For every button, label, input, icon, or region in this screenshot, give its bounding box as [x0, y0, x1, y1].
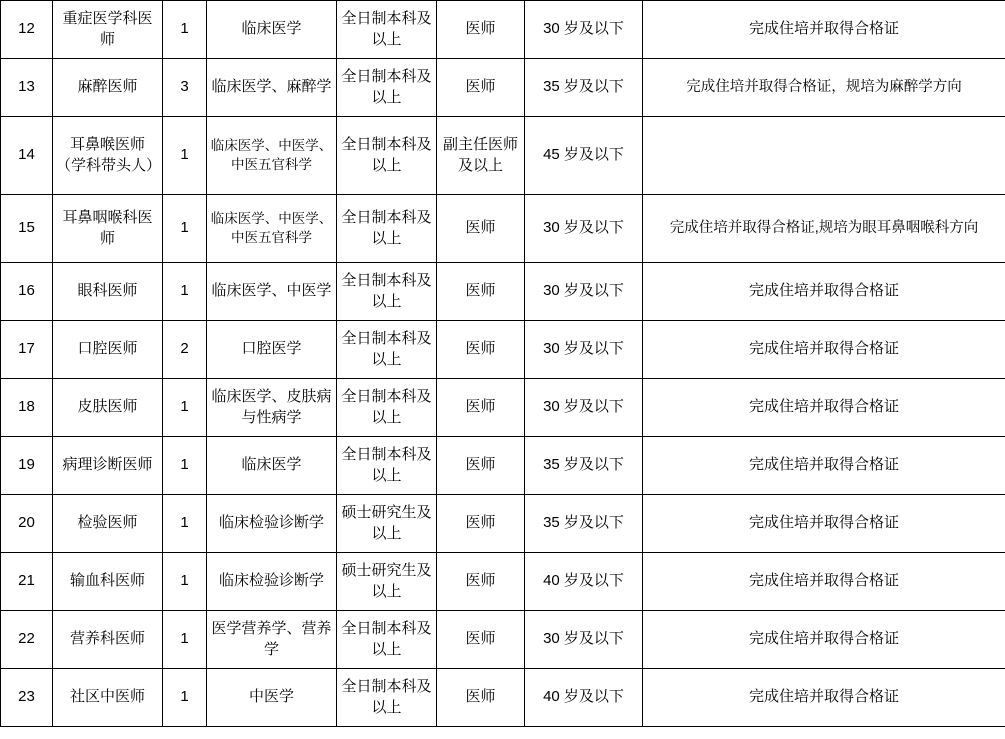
cell-post-name: 输血科医师 — [53, 553, 163, 611]
cell-title-requirement: 医师 — [437, 611, 525, 669]
cell-age-requirement: 40 岁及以下 — [525, 553, 643, 611]
cell-headcount: 2 — [163, 321, 207, 379]
cell-index: 15 — [1, 195, 53, 263]
cell-post-name: 病理诊断医师 — [53, 437, 163, 495]
cell-post-name: 社区中医师 — [53, 669, 163, 727]
cell-headcount: 1 — [163, 495, 207, 553]
cell-title-requirement: 医师 — [437, 669, 525, 727]
table-row — [1, 611, 1005, 669]
cell-major-requirement: 临床检验诊断学 — [207, 495, 337, 553]
cell-other-requirement: 完成住培并取得合格证 — [643, 263, 1005, 321]
cell-index: 20 — [1, 495, 53, 553]
cell-education-requirement: 全日制本科及以上 — [337, 611, 437, 669]
cell-age-requirement: 30 岁及以下 — [525, 321, 643, 379]
cell-education-requirement: 全日制本科及以上 — [337, 59, 437, 117]
cell-headcount: 1 — [163, 1, 207, 59]
cell-major-requirement: 临床医学、中医学、中医五官科学 — [207, 117, 337, 195]
table-row — [1, 1, 1005, 59]
cell-major-requirement: 医学营养学、营养学 — [207, 611, 337, 669]
cell-post-name: 检验医师 — [53, 495, 163, 553]
cell-major-requirement: 临床医学 — [207, 437, 337, 495]
cell-post-name: 耳鼻喉医师（学科带头人） — [53, 117, 163, 195]
cell-index: 17 — [1, 321, 53, 379]
cell-headcount: 1 — [163, 669, 207, 727]
cell-post-name: 眼科医师 — [53, 263, 163, 321]
cell-title-requirement: 医师 — [437, 195, 525, 263]
cell-title-requirement: 医师 — [437, 263, 525, 321]
cell-other-requirement: 完成住培并取得合格证 — [643, 495, 1005, 553]
table-row — [1, 117, 1005, 195]
cell-major-requirement: 临床检验诊断学 — [207, 553, 337, 611]
cell-title-requirement: 医师 — [437, 437, 525, 495]
cell-age-requirement: 35 岁及以下 — [525, 495, 643, 553]
cell-headcount: 1 — [163, 195, 207, 263]
cell-age-requirement: 45 岁及以下 — [525, 117, 643, 195]
cell-title-requirement: 医师 — [437, 59, 525, 117]
cell-education-requirement: 全日制本科及以上 — [337, 1, 437, 59]
cell-other-requirement: 完成住培并取得合格证 — [643, 611, 1005, 669]
cell-age-requirement: 30 岁及以下 — [525, 611, 643, 669]
cell-post-name: 皮肤医师 — [53, 379, 163, 437]
cell-major-requirement: 临床医学 — [207, 1, 337, 59]
cell-index: 22 — [1, 611, 53, 669]
cell-other-requirement: 完成住培并取得合格证 — [643, 321, 1005, 379]
cell-major-requirement: 临床医学、麻醉学 — [207, 59, 337, 117]
cell-education-requirement: 全日制本科及以上 — [337, 263, 437, 321]
table-row — [1, 321, 1005, 379]
cell-major-requirement: 临床医学、皮肤病与性病学 — [207, 379, 337, 437]
cell-index: 23 — [1, 669, 53, 727]
cell-age-requirement: 30 岁及以下 — [525, 1, 643, 59]
cell-title-requirement: 医师 — [437, 379, 525, 437]
cell-post-name: 营养科医师 — [53, 611, 163, 669]
cell-post-name: 重症医学科医师 — [53, 1, 163, 59]
table-row — [1, 379, 1005, 437]
table-row — [1, 195, 1005, 263]
cell-major-requirement: 临床医学、中医学 — [207, 263, 337, 321]
cell-other-requirement: 完成住培并取得合格证,规培为眼耳鼻咽喉科方向 — [643, 195, 1005, 263]
cell-title-requirement: 医师 — [437, 321, 525, 379]
cell-index: 19 — [1, 437, 53, 495]
cell-headcount: 1 — [163, 263, 207, 321]
cell-education-requirement: 全日制本科及以上 — [337, 669, 437, 727]
cell-education-requirement: 硕士研究生及以上 — [337, 553, 437, 611]
cell-title-requirement: 医师 — [437, 553, 525, 611]
table-row — [1, 437, 1005, 495]
cell-age-requirement: 30 岁及以下 — [525, 263, 643, 321]
cell-headcount: 1 — [163, 117, 207, 195]
cell-index: 16 — [1, 263, 53, 321]
cell-index: 12 — [1, 1, 53, 59]
cell-index: 21 — [1, 553, 53, 611]
table-row — [1, 263, 1005, 321]
cell-major-requirement: 临床医学、中医学、中医五官科学 — [207, 195, 337, 263]
cell-headcount: 3 — [163, 59, 207, 117]
cell-other-requirement: 完成住培并取得合格证 — [643, 553, 1005, 611]
cell-age-requirement: 40 岁及以下 — [525, 669, 643, 727]
cell-other-requirement: 完成住培并取得合格证，规培为麻醉学方向 — [643, 59, 1005, 117]
cell-other-requirement: 完成住培并取得合格证 — [643, 437, 1005, 495]
cell-post-name: 耳鼻咽喉科医师 — [53, 195, 163, 263]
cell-other-requirement: 完成住培并取得合格证 — [643, 1, 1005, 59]
cell-title-requirement: 副主任医师及以上 — [437, 117, 525, 195]
cell-education-requirement: 全日制本科及以上 — [337, 117, 437, 195]
cell-education-requirement: 全日制本科及以上 — [337, 195, 437, 263]
cell-major-requirement: 口腔医学 — [207, 321, 337, 379]
cell-education-requirement: 全日制本科及以上 — [337, 379, 437, 437]
cell-index: 14 — [1, 117, 53, 195]
cell-headcount: 1 — [163, 553, 207, 611]
table-row — [1, 553, 1005, 611]
cell-post-name: 麻醉医师 — [53, 59, 163, 117]
cell-age-requirement: 35 岁及以下 — [525, 437, 643, 495]
cell-index: 13 — [1, 59, 53, 117]
cell-other-requirement: 完成住培并取得合格证 — [643, 379, 1005, 437]
cell-education-requirement: 硕士研究生及以上 — [337, 495, 437, 553]
cell-post-name: 口腔医师 — [53, 321, 163, 379]
table-body — [1, 1, 1005, 727]
cell-title-requirement: 医师 — [437, 1, 525, 59]
cell-major-requirement: 中医学 — [207, 669, 337, 727]
cell-index: 18 — [1, 379, 53, 437]
cell-headcount: 1 — [163, 437, 207, 495]
cell-age-requirement: 35 岁及以下 — [525, 59, 643, 117]
cell-education-requirement: 全日制本科及以上 — [337, 321, 437, 379]
cell-title-requirement: 医师 — [437, 495, 525, 553]
table-row — [1, 495, 1005, 553]
cell-other-requirement: 完成住培并取得合格证 — [643, 669, 1005, 727]
cell-headcount: 1 — [163, 611, 207, 669]
cell-education-requirement: 全日制本科及以上 — [337, 437, 437, 495]
cell-age-requirement: 30 岁及以下 — [525, 379, 643, 437]
cell-age-requirement: 30 岁及以下 — [525, 195, 643, 263]
table-row — [1, 669, 1005, 727]
cell-headcount: 1 — [163, 379, 207, 437]
cell-other-requirement — [643, 117, 1005, 195]
table-row — [1, 59, 1005, 117]
